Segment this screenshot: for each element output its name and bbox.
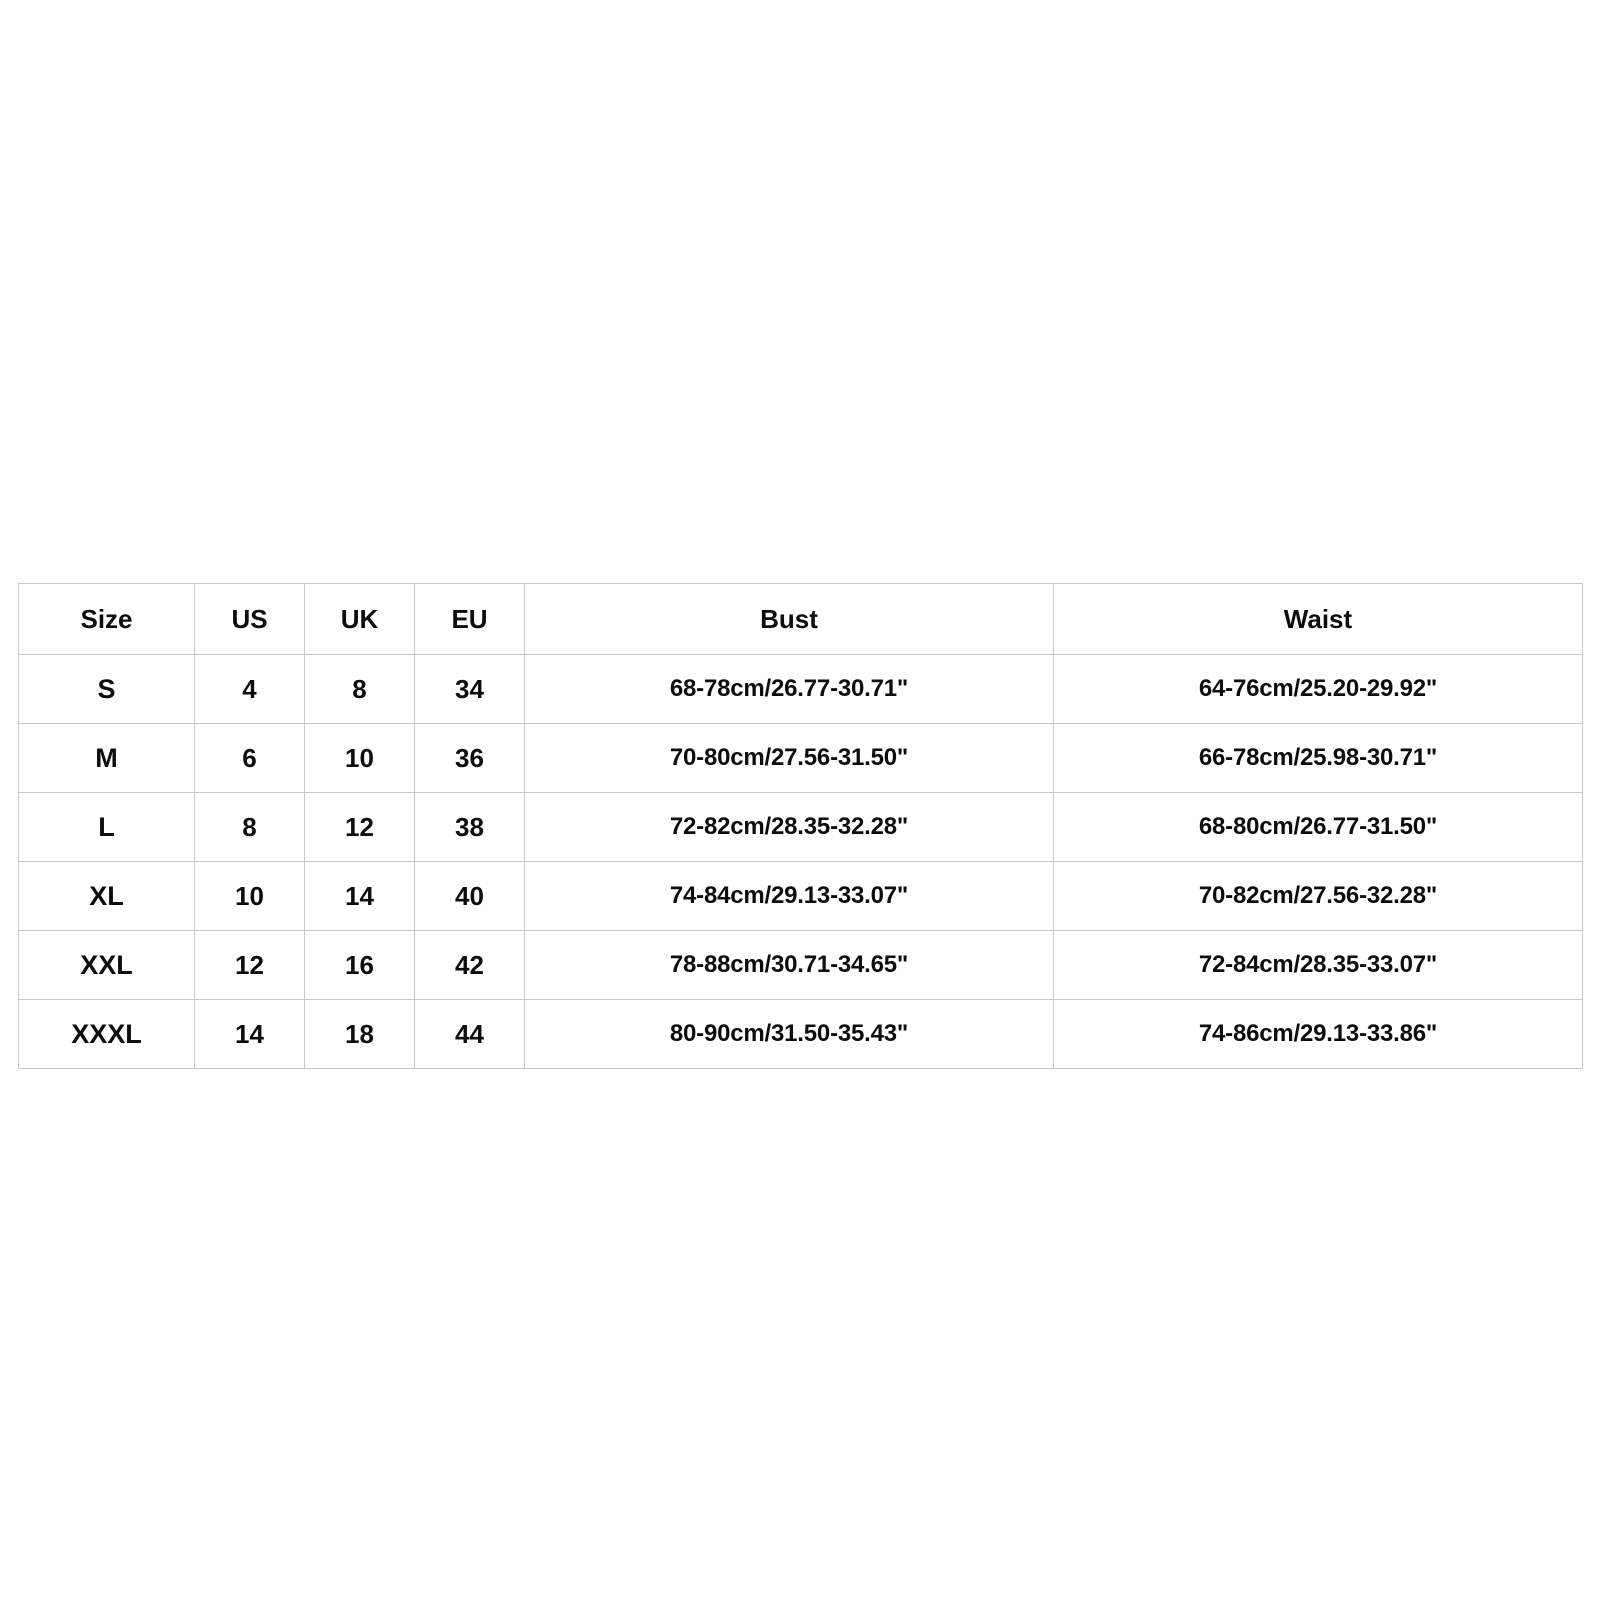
cell-eu: 40 bbox=[415, 862, 525, 931]
cell-size: XXL bbox=[19, 931, 195, 1000]
cell-uk: 8 bbox=[305, 655, 415, 724]
column-header-eu: EU bbox=[415, 584, 525, 655]
cell-uk: 18 bbox=[305, 1000, 415, 1069]
cell-us: 12 bbox=[195, 931, 305, 1000]
cell-size: XXXL bbox=[19, 1000, 195, 1069]
table-header bbox=[19, 584, 1583, 655]
table-header-row bbox=[19, 584, 1583, 655]
table-row bbox=[19, 793, 1583, 862]
size-chart-container bbox=[18, 583, 1582, 1069]
cell-us: 4 bbox=[195, 655, 305, 724]
cell-waist: 64-76cm/25.20-29.92" bbox=[1054, 655, 1583, 724]
column-header-uk: UK bbox=[305, 584, 415, 655]
cell-us: 14 bbox=[195, 1000, 305, 1069]
table-row bbox=[19, 862, 1583, 931]
cell-size: M bbox=[19, 724, 195, 793]
cell-waist: 72-84cm/28.35-33.07" bbox=[1054, 931, 1583, 1000]
cell-size: L bbox=[19, 793, 195, 862]
table-row bbox=[19, 931, 1583, 1000]
cell-bust: 80-90cm/31.50-35.43" bbox=[525, 1000, 1054, 1069]
cell-eu: 34 bbox=[415, 655, 525, 724]
cell-waist: 70-82cm/27.56-32.28" bbox=[1054, 862, 1583, 931]
cell-eu: 36 bbox=[415, 724, 525, 793]
cell-uk: 16 bbox=[305, 931, 415, 1000]
cell-us: 6 bbox=[195, 724, 305, 793]
table-body bbox=[19, 655, 1583, 1069]
column-header-waist: Waist bbox=[1054, 584, 1583, 655]
cell-bust: 74-84cm/29.13-33.07" bbox=[525, 862, 1054, 931]
cell-size: XL bbox=[19, 862, 195, 931]
table-row bbox=[19, 655, 1583, 724]
column-header-size: Size bbox=[19, 584, 195, 655]
cell-eu: 42 bbox=[415, 931, 525, 1000]
cell-waist: 68-80cm/26.77-31.50" bbox=[1054, 793, 1583, 862]
cell-bust: 70-80cm/27.56-31.50" bbox=[525, 724, 1054, 793]
cell-bust: 68-78cm/26.77-30.71" bbox=[525, 655, 1054, 724]
cell-us: 10 bbox=[195, 862, 305, 931]
table-row bbox=[19, 724, 1583, 793]
table-row bbox=[19, 1000, 1583, 1069]
size-chart-table bbox=[18, 583, 1583, 1069]
cell-size: S bbox=[19, 655, 195, 724]
cell-uk: 14 bbox=[305, 862, 415, 931]
column-header-us: US bbox=[195, 584, 305, 655]
cell-eu: 44 bbox=[415, 1000, 525, 1069]
cell-waist: 66-78cm/25.98-30.71" bbox=[1054, 724, 1583, 793]
cell-uk: 10 bbox=[305, 724, 415, 793]
cell-waist: 74-86cm/29.13-33.86" bbox=[1054, 1000, 1583, 1069]
cell-bust: 72-82cm/28.35-32.28" bbox=[525, 793, 1054, 862]
cell-us: 8 bbox=[195, 793, 305, 862]
cell-bust: 78-88cm/30.71-34.65" bbox=[525, 931, 1054, 1000]
cell-uk: 12 bbox=[305, 793, 415, 862]
cell-eu: 38 bbox=[415, 793, 525, 862]
column-header-bust: Bust bbox=[525, 584, 1054, 655]
